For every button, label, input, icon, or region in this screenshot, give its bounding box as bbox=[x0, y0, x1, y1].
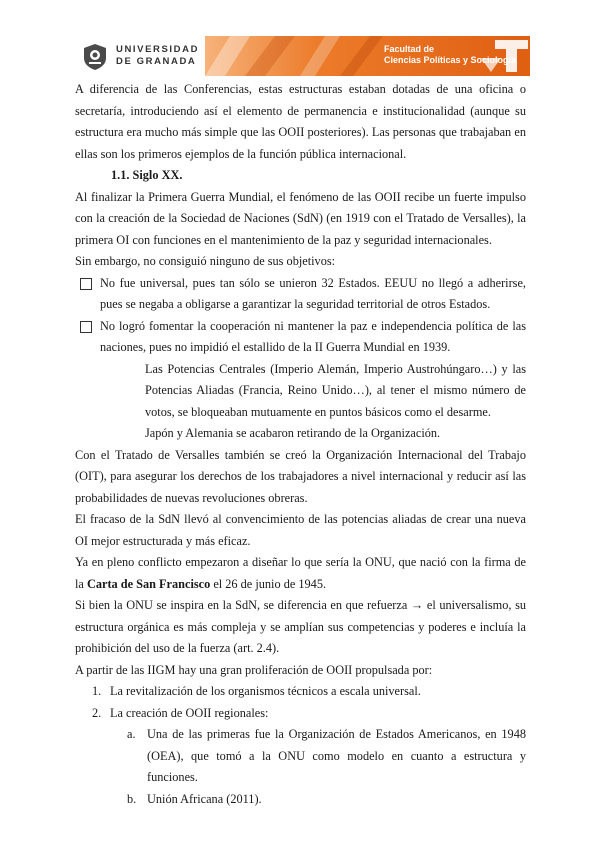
paragraph: A partir de las IIGM hay una gran proliferación de OOII propulsada por: bbox=[75, 662, 433, 677]
checkbox-icon bbox=[80, 278, 92, 290]
checkbox-item: No logró fomentar la cooperación ni mantener la paz e independencia política de las naciones, pues no impidió el estallido de la II Guerra Mundial en 1939. bbox=[75, 316, 526, 359]
sub-paragraph: Las Potencias Centrales (Imperio Alemán, Imperio Austrohúngaro…) y las Potencias Aliadas (Francia, Reino Unido…), al tener el mismo número de votos, se bloqueaban mutuamente en puntos básicos como el desarme. bbox=[145, 361, 526, 419]
list-item: 2. La creación de OOII regionales: bbox=[92, 705, 269, 720]
sub-list-item: a. Una de las primeras fue la Organización de Estados Americanos, en 1948 (OEA), que tomó a la ONU como modelo en cuanto a estructura y funciones. bbox=[127, 727, 526, 784]
university-name: UNIVERSIDAD DE GRANADA bbox=[116, 44, 200, 67]
section-heading: 1.1. Siglo XX. bbox=[111, 168, 183, 182]
list-item: 1. La revitalización de los organismos técnicos a escala universal. bbox=[92, 684, 421, 698]
paragraph: Con el Tratado de Versalles también se creó la Organización Internacional del Trabajo (OIT), para asegurar los derechos de los trabajadores a nivel internacional y reducir así las probabilidades de nuevas revoluciones obreras. bbox=[75, 447, 526, 505]
checkbox-icon bbox=[80, 321, 92, 333]
paragraph: Al finalizar la Primera Guerra Mundial, el fenómeno de las OOII recibe un fuerte impulso con la creación de la Sociedad de Naciones (SdN) (en 1919 con el Tratado de Versalles), la primera OI con funciones en el mantenimiento de la paz y seguridad internacionales. bbox=[75, 189, 526, 247]
paragraph: A diferencia de las Conferencias, estas estructuras estaban dotadas de una oficina o secretaría, introduciendo así el elemento de permanencia e institucionalidad (aunque su estructura era mucho más simple que las OOII posteriores). Las personas que trabajaban en ellas son los primeros ejemplos de la función pública internacional. bbox=[75, 82, 526, 161]
paragraph: El fracaso de la SdN llevó al convencimiento de las potencias aliadas de crear una nueva OI mejor estructurada y más eficaz. bbox=[75, 512, 526, 548]
page-header bbox=[0, 0, 600, 80]
faculty-name: Facultad de Ciencias Políticas y Sociología bbox=[384, 44, 517, 65]
checkbox-item: No fue universal, pues tan sólo se unieron 32 Estados. EEUU no llegó a adherirse, pues se negaba a obligarse a garantizar la seguridad territorial de otros Estados. bbox=[75, 273, 526, 316]
university-crest-icon bbox=[80, 42, 110, 72]
bold-term: Carta de San Francisco bbox=[86, 576, 211, 591]
paragraph: Sin embargo, no consiguió ninguno de sus objetivos: bbox=[75, 254, 336, 268]
paragraph: Ya en pleno conflicto empezaron a diseñar lo que sería la ONU, que nació con la firma de la Carta de San Francisco el 26 de junio de 1945. bbox=[75, 555, 526, 591]
sub-paragraph: Japón y Alemania se acabaron retirando de la Organización. bbox=[145, 426, 441, 440]
document-body bbox=[75, 79, 526, 810]
paragraph: Si bien la ONU se inspira en la SdN, se diferencia en que refuerza → el universalismo, su estructura orgánica es más compleja y se amplían sus competencias y poderes e incluía la prohibición del uso de la fuerza (art. 2.4). bbox=[75, 598, 526, 655]
sub-list-item: b. Unión Africana (2011). bbox=[127, 791, 262, 806]
